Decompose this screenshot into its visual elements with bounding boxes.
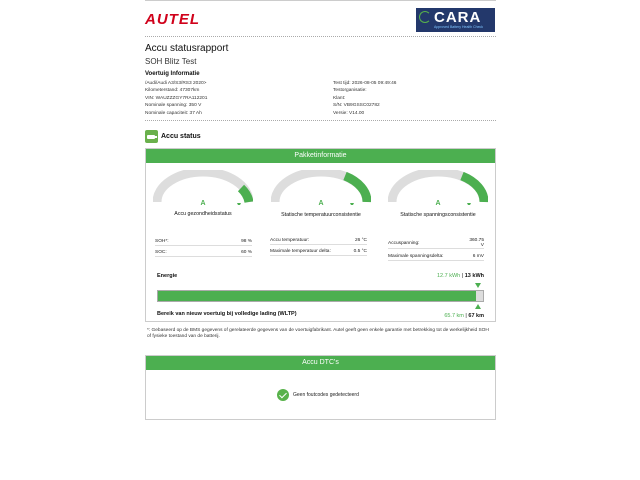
gauge-health-label: Accu gezondheidsstatus xyxy=(174,211,232,217)
range-label: Bereik van nieuw voertuig bij volledige lading (WLTP) xyxy=(157,311,297,317)
range-marker-icon xyxy=(475,304,481,309)
soc-row xyxy=(155,248,252,257)
battery-temp-label: Accu temperatuur: xyxy=(270,237,310,243)
gauge-health xyxy=(153,170,253,225)
gauge-voltage xyxy=(388,170,488,225)
battery-temp-value: 26 °C xyxy=(354,237,367,243)
gauge-health-grade: A xyxy=(200,200,206,207)
vehicle-info-heading: Voertuig Informatie xyxy=(145,71,200,77)
energy-marker-icon xyxy=(475,283,481,288)
top-divider xyxy=(145,0,496,1)
vehicle-mileage: Kilometerstand: 47307km xyxy=(145,88,200,94)
energy-total: 13 kWh xyxy=(464,273,484,279)
energy-bar xyxy=(157,290,484,302)
soc-label: SOC: xyxy=(155,249,167,255)
max-voltage-delta-row xyxy=(388,252,484,261)
gauge-temperature xyxy=(271,170,371,225)
accu-status-row xyxy=(145,129,201,143)
cara-ring-icon xyxy=(419,11,431,23)
dtc-heading: Accu DTC's xyxy=(146,356,495,370)
range-separator: | xyxy=(465,313,467,319)
vehicle-info-divider xyxy=(145,120,496,121)
report-title: Accu statusrapport xyxy=(145,43,229,54)
accu-status-label: Accu status xyxy=(161,132,201,140)
customer: Klant: xyxy=(333,95,346,101)
gauge-temperature-grade: A xyxy=(318,200,324,207)
serial-number: S/N: VB9GSSC02782 xyxy=(333,103,380,109)
soh-row xyxy=(155,237,252,246)
battery-voltage-value: 360.75 V xyxy=(469,238,484,248)
dtc-panel xyxy=(145,355,496,420)
energy-values xyxy=(437,273,484,279)
test-organisation: Testorganisatie: xyxy=(333,88,367,94)
cara-logo-text: CARA xyxy=(434,9,482,26)
vehicle-vin: VIN: WAUZZZGY7RA112201 xyxy=(145,95,208,101)
max-temp-delta-row xyxy=(270,247,367,256)
cara-tagline: Approved Battery Health Check xyxy=(434,25,484,29)
pakket-heading: Pakketinformatie xyxy=(146,149,495,163)
cara-logo xyxy=(416,8,495,32)
battery-voltage-label: Accuspanning: xyxy=(388,240,420,246)
energy-bar-fill xyxy=(158,291,476,301)
gauge-temperature-label: Statische temperatuurconsistentie xyxy=(281,212,361,218)
vehicle-model: /Audi/Audi A3/S3/RS3 2020> xyxy=(145,81,207,86)
battery-voltage-row xyxy=(388,238,484,249)
dtc-message: Geen foutcodes gedetecteerd xyxy=(293,392,359,398)
soh-label: SOH*: xyxy=(155,238,169,244)
range-value: 65.7 km xyxy=(444,313,464,319)
test-time: Test tijd: 2026-08-05 09:49:46 xyxy=(333,81,397,86)
report-subtitle: SOH Blitz Test xyxy=(145,57,197,66)
soh-footnote: *: Gebaseerd op de BMS gegevens of gerelateerde gegevens van de voertuigfabrikant. Autel geeft geen enkele garantie met betrekking tot de werkelijkheid SOH of fysieke toestand van de batterij. xyxy=(147,328,489,339)
vehicle-nominal-voltage: Nominale spanning: 350 V xyxy=(145,103,202,109)
gauge-voltage-grade: A xyxy=(435,200,441,207)
battery-temp-row xyxy=(270,236,367,245)
software-version: Versie: V14.00 xyxy=(333,110,365,116)
vehicle-info-left xyxy=(145,80,207,117)
range-values xyxy=(444,313,484,319)
check-circle-icon xyxy=(277,389,289,401)
range-total: 67 km xyxy=(468,313,484,319)
header-divider xyxy=(145,36,496,37)
max-temp-delta-value: 0.5 °C xyxy=(353,248,367,254)
vehicle-info-right xyxy=(333,80,396,117)
gauge-voltage-label: Statische spanningsconsistentie xyxy=(400,212,476,218)
soh-value: 98 % xyxy=(241,238,252,244)
max-voltage-delta-label: Maximale spanningsdelta: xyxy=(388,253,444,259)
energy-separator: | xyxy=(461,273,464,279)
energy-value: 12.7 kWh xyxy=(437,273,461,279)
autel-logo: AUTEL xyxy=(145,11,200,28)
battery-icon xyxy=(145,130,158,143)
soc-value: 60 % xyxy=(241,249,252,255)
energy-label: Energie xyxy=(157,273,178,279)
max-voltage-delta-value: 6 mV xyxy=(472,253,484,259)
max-temp-delta-label: Maximale temperatuur delta: xyxy=(270,248,331,254)
vehicle-nominal-capacity: Nominale capaciteit: 37 Ah xyxy=(145,110,202,116)
